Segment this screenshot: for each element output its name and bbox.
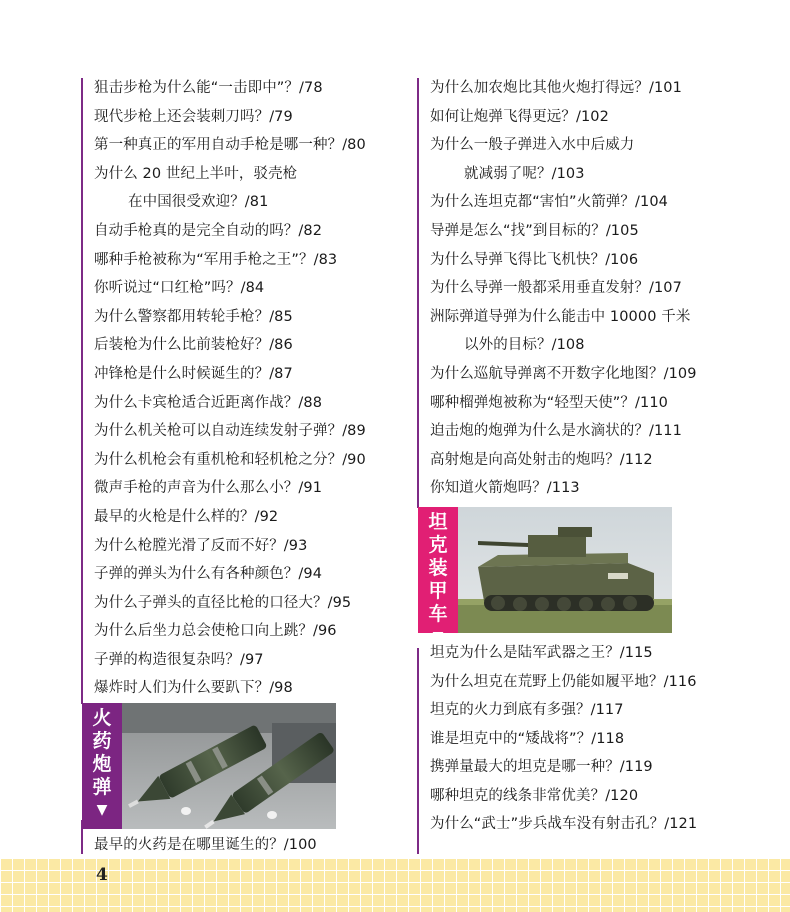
toc-entry: 为什么巡航导弹离不开数字化地图？/109	[430, 365, 697, 382]
toc-entry: 为什么坦克在荒野上仍能如履平地？/116	[430, 673, 697, 690]
toc-entry: 坦克为什么是陆军武器之王？/115	[430, 644, 653, 661]
toc-entry: 为什么导弹一般都采用垂直发射？/107	[430, 280, 682, 297]
left-column	[80, 74, 410, 860]
toc-entry: 微声手枪的声音为什么那么小？/91	[94, 480, 323, 497]
toc-entry: 为什么后坐力总会使枪口向上跳？/96	[94, 623, 337, 640]
page-number: 4	[96, 865, 108, 885]
toc-entry: 哪种坦克的线条非常优美？/120	[430, 787, 639, 804]
toc-entry: 坦克的火力到底有多强？/117	[430, 702, 624, 719]
toc-entry: 为什么导弹飞得比飞机快？/106	[430, 251, 639, 268]
toc-entry: 现代步枪上还会装刺刀吗？/79	[94, 108, 293, 125]
right-toc-list-bottom	[416, 639, 746, 839]
toc-entry: 子弹的构造很复杂吗？/97	[94, 651, 264, 668]
section-tab-armored	[418, 507, 458, 645]
section-banner-explosives	[82, 703, 410, 829]
toc-entry: 狙击步枪为什么能“一击即中”？/78	[94, 80, 323, 96]
toc-entry: 最早的火药是在哪里诞生的？/100	[94, 837, 317, 854]
toc-entry: 洲际弹道导弹为什么能击中 10000 千米	[430, 308, 691, 325]
toc-entry: 为什么“武士”步兵战车没有射击孔？/121	[430, 816, 698, 833]
artillery-shells-image	[122, 703, 336, 829]
toc-entry: 高射炮是向高处射击的炮吗？/112	[430, 451, 653, 468]
toc-entry: 你听说过“口红枪”吗？/84	[94, 280, 265, 297]
toc-entry: 在中国很受欢迎？/81	[128, 194, 269, 211]
toc-entry: 携弹量最大的坦克是哪一种？/119	[430, 759, 653, 776]
down-arrow-icon: ▼	[432, 628, 444, 645]
section-tab-char: 药	[92, 730, 112, 753]
toc-entry: 最早的火枪是什么样的？/92	[94, 508, 279, 525]
toc-entry: 哪种手枪被称为“军用手枪之王”？/83	[94, 251, 338, 268]
toc-entry: 为什么子弹头的直径比枪的口径大？/95	[94, 594, 352, 611]
toc-entry: 哪种榴弹炮被称为“轻型天使”？/110	[430, 394, 668, 411]
toc-entry: 爆炸时人们为什么要趴下？/98	[94, 680, 293, 697]
section-tab-char: 火	[92, 707, 112, 730]
toc-entry: 导弹是怎么“找”到目标的？/105	[430, 222, 639, 239]
toc-entry: 第一种真正的军用自动手枪是哪一种？/80	[94, 137, 366, 154]
toc-entry: 以外的目标？/108	[464, 337, 585, 354]
section-tab-char: 装	[428, 556, 448, 579]
section-tab-char: 甲	[428, 579, 448, 602]
section-tab-char: 克	[428, 533, 448, 556]
artillery-shells-picture	[122, 703, 336, 829]
section-tab-char: 车	[428, 602, 448, 625]
toc-entry: 后装枪为什么比前装枪好？/86	[94, 337, 293, 354]
toc-entry: 如何让炮弹飞得更远？/102	[430, 108, 609, 125]
toc-entry: 为什么卡宾枪适合近距离作战？/88	[94, 394, 323, 411]
toc-entry: 为什么警察都用转轮手枪？/85	[94, 308, 293, 325]
toc-entry: 为什么机枪会有重机枪和轻机枪之分？/90	[94, 451, 366, 468]
toc-entry: 冲锋枪是什么时候诞生的？/87	[94, 365, 293, 382]
toc-entry: 就减弱了呢？/103	[464, 165, 585, 182]
section-tab-explosives	[82, 703, 122, 829]
toc-entry: 谁是坦克中的“矮战将”？/118	[430, 730, 625, 747]
right-toc-list	[416, 74, 746, 503]
section-tab-char: 弹	[92, 776, 112, 799]
left-toc-list	[80, 74, 410, 703]
section-banner-armored	[418, 507, 746, 645]
armored-vehicle-image	[458, 507, 672, 633]
toc-entry: 你知道火箭炮吗？/113	[430, 480, 580, 497]
section-tab-char: 炮	[92, 753, 112, 776]
tank-picture	[458, 507, 672, 633]
right-column	[416, 74, 746, 839]
toc-entry: 为什么加农炮比其他火炮打得远？/101	[430, 80, 682, 96]
toc-entry: 为什么连坦克都“害怕”火箭弹？/104	[430, 194, 668, 211]
section-tab-char: 坦	[428, 510, 448, 533]
toc-entry: 迫击炮的炮弹为什么是水滴状的？/111	[430, 423, 682, 440]
toc-entry: 为什么一般子弹进入水中后威力	[430, 137, 635, 154]
toc-entry: 子弹的弹头为什么有各种颜色？/94	[94, 566, 323, 583]
left-toc-list-bottom	[80, 831, 410, 860]
toc-entry: 为什么机关枪可以自动连续发射子弹？/89	[94, 423, 366, 440]
down-arrow-icon: ▼	[96, 802, 108, 819]
footer-grid-band	[0, 858, 790, 912]
toc-entry: 自动手枪真的是完全自动的吗？/82	[94, 222, 323, 239]
toc-entry: 为什么 20 世纪上半叶，驳壳枪	[94, 165, 298, 182]
toc-entry: 为什么枪膛光滑了反而不好？/93	[94, 537, 308, 554]
